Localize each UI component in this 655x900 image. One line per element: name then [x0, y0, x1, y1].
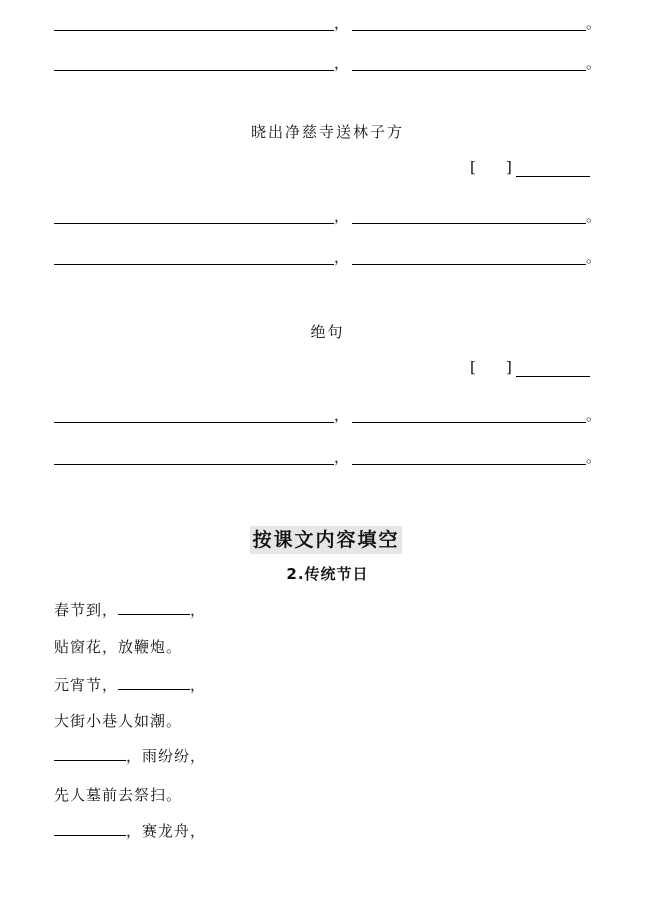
comma: ，	[334, 14, 350, 32]
comma: ，	[334, 54, 350, 72]
fill-line-1	[54, 600, 206, 620]
answer-blank[interactable]	[352, 264, 586, 265]
fill-line-2	[54, 637, 182, 657]
period: 。	[586, 14, 602, 32]
answer-blank[interactable]	[352, 464, 586, 465]
answer-blank[interactable]	[54, 422, 334, 423]
section-title: 按课文内容填空	[250, 526, 402, 554]
period: 。	[586, 406, 602, 424]
answer-blank[interactable]	[54, 464, 334, 465]
section-subtitle: 2.传统节日	[286, 565, 369, 583]
bracket-open: [	[470, 158, 476, 176]
fill-blank[interactable]	[118, 600, 190, 615]
fill-line-3	[54, 675, 206, 695]
comma: ，	[334, 248, 350, 266]
line-text: ，赛龙舟，	[126, 822, 207, 840]
line-text: 先人墓前去祭扫。	[54, 786, 183, 804]
line-text: ，雨纷纷，	[126, 747, 207, 765]
comma: ，	[334, 406, 350, 424]
line-text: ，	[190, 601, 207, 619]
comma: ，	[334, 448, 350, 466]
period: 。	[586, 207, 602, 225]
answer-blank[interactable]	[352, 30, 586, 31]
answer-blank[interactable]	[352, 70, 586, 71]
answer-blank[interactable]	[54, 264, 334, 265]
line-text: 春节到，	[54, 601, 119, 619]
comma: ，	[334, 207, 350, 225]
answer-blank[interactable]	[352, 223, 586, 224]
fill-line-5	[54, 746, 206, 766]
bracket-open: [	[470, 358, 476, 376]
fill-line-6	[54, 785, 182, 805]
line-text: 元宵节，	[54, 676, 119, 694]
poem-title: 绝句	[310, 323, 345, 341]
bracket-close: ]	[506, 358, 512, 376]
period: 。	[586, 248, 602, 266]
fill-blank[interactable]	[118, 675, 190, 690]
fill-blank[interactable]	[54, 821, 126, 836]
period: 。	[586, 54, 602, 72]
answer-blank[interactable]	[54, 30, 334, 31]
bracket-close: ]	[506, 158, 512, 176]
answer-blank[interactable]	[54, 70, 334, 71]
line-text: 贴窗花，放鞭炮。	[54, 638, 183, 656]
poem-title: 晓出净慈寺送林子方	[250, 123, 404, 141]
fill-line-4	[54, 711, 182, 731]
author-blank[interactable]	[516, 176, 590, 177]
fill-blank[interactable]	[54, 746, 126, 761]
answer-blank[interactable]	[352, 422, 586, 423]
author-blank[interactable]	[516, 376, 590, 377]
period: 。	[586, 448, 602, 466]
answer-blank[interactable]	[54, 223, 334, 224]
line-text: ，	[190, 676, 207, 694]
line-text: 大街小巷人如潮。	[54, 712, 183, 730]
fill-line-7	[54, 821, 206, 841]
